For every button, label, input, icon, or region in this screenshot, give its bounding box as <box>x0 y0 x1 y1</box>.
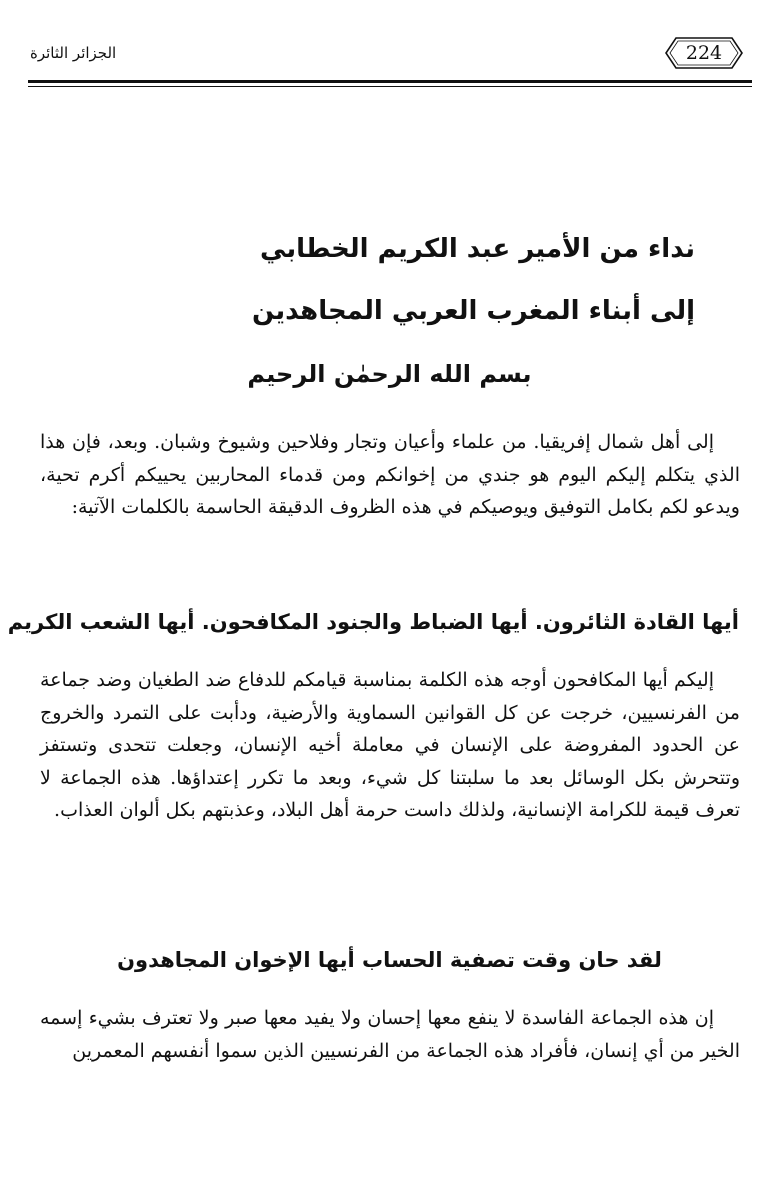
header-rule <box>28 80 752 83</box>
subheading-address: أيها القادة الثائرون. أيها الضباط والجنود المكافحون. أيها الشعب الكريم <box>7 610 739 634</box>
document-title-line-1: نداء من الأمير عبد الكريم الخطابي <box>260 234 695 264</box>
page-number: 224 <box>685 42 723 64</box>
page-number-badge <box>664 36 744 70</box>
subheading-reckoning: لقد حان وقت تصفية الحساب أيها الإخوان المجاهدون <box>117 948 662 972</box>
header-rule-thin <box>28 86 752 87</box>
document-title-line-2: إلى أبناء المغرب العربي المجاهدين <box>251 296 695 326</box>
paragraph-greeting: إلى أهل شمال إفريقيا. من علماء وأعيان وتجار وفلاحين وشيوخ وشبان. وبعد، فإن هذا الذي يتكلم إليكم اليوم هو جندي من إخوانكم ومن قدماء المحاربين يحييكم أكرم تحية، ويدعو لكم بكامل التوفيق ويوصيكم في هذه الظروف الدقيقة الحاسمة بالكلمات الآتية: <box>40 431 740 518</box>
running-header-title: الجزائر الثائرة <box>30 44 117 62</box>
basmala-heading: بسم الله الرحمٰن الرحيم <box>247 360 532 388</box>
paragraph-continuation: إن هذه الجماعة الفاسدة لا ينفع معها إحسان ولا يفيد معها صبر ولا تعترف بشيء إسمه الخير من أي إنسان، فأفراد هذه الجماعة من الفرنسيين الذين سموا أنفسهم المعمرين <box>40 1007 740 1062</box>
paragraph-appeal: إليكم أيها المكافحون أوجه هذه الكلمة بمناسبة قيامكم للدفاع ضد الطغيان وضد جماعة من الفرنسيين، خرجت عن كل القوانين السماوية والأرضية، ودأبت على التمرد والخروج عن الحدود المفروضة على الإنسان في معاملة أخيه الإنسان، وجعلت تتحدى وتستفز وتتحرش بكل الوسائل بعد ما سلبتنا كل شيء، وبعد ما تكرر إعتداؤها. هذه الجماعة لا تعرف قيمة للكرامة الإنسانية، ولذلك داست حرمة أهل البلاد، وعذبتهم بكل ألوان العذاب. <box>40 669 740 821</box>
